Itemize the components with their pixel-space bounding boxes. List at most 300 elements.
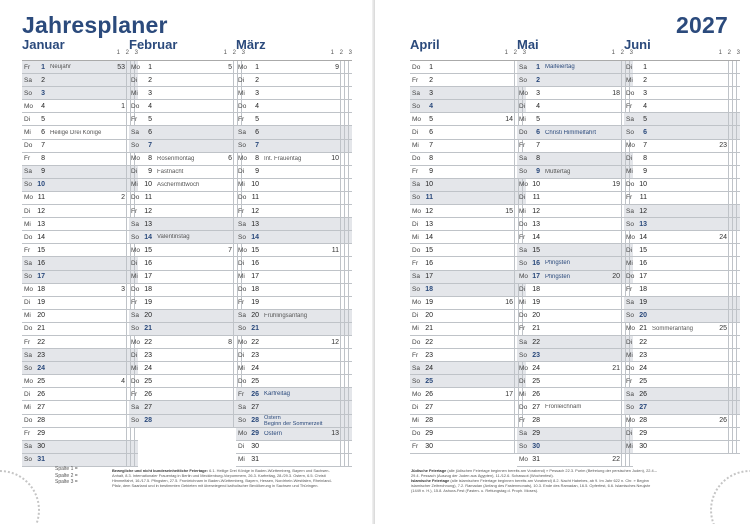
weekday: Di: [626, 246, 633, 254]
day-row[interactable]: [236, 192, 352, 205]
week-number: 12: [331, 338, 339, 346]
note-cell[interactable]: [736, 100, 740, 112]
day-row[interactable]: [624, 323, 740, 336]
weekday: Sa: [238, 403, 246, 411]
day-row[interactable]: [410, 271, 529, 284]
day-row[interactable]: [22, 205, 138, 218]
day-row[interactable]: [624, 166, 740, 179]
day-row[interactable]: [410, 140, 526, 153]
day-row[interactable]: [410, 126, 526, 139]
day-row[interactable]: [517, 388, 633, 401]
day-row[interactable]: [410, 166, 526, 179]
note-cell[interactable]: [736, 388, 740, 400]
day-row[interactable]: [236, 428, 352, 441]
day-number: 7: [255, 142, 259, 150]
day-number: 24: [37, 364, 45, 372]
day-row[interactable]: [236, 140, 352, 153]
day-row[interactable]: [129, 231, 245, 244]
day-row[interactable]: [22, 375, 138, 388]
day-row[interactable]: [236, 349, 352, 362]
day-row[interactable]: [410, 362, 529, 375]
day-row[interactable]: [517, 362, 633, 375]
note-cell[interactable]: [348, 205, 352, 217]
week-number: 15: [505, 207, 513, 215]
note-cell[interactable]: [348, 179, 352, 191]
day-row[interactable]: [517, 441, 633, 454]
day-row[interactable]: [22, 257, 138, 270]
day-row[interactable]: [624, 74, 740, 87]
day-row[interactable]: [624, 428, 740, 441]
day-row[interactable]: [517, 297, 633, 310]
day-row[interactable]: [236, 323, 352, 336]
note-cell[interactable]: [736, 257, 740, 269]
weekday: Do: [24, 417, 33, 425]
day-row[interactable]: [624, 126, 740, 139]
day-row[interactable]: [624, 231, 740, 244]
day-row[interactable]: [129, 113, 245, 126]
day-row[interactable]: [236, 336, 352, 349]
day-row[interactable]: [624, 284, 740, 297]
day-row[interactable]: [129, 271, 245, 284]
day-number: 27: [639, 403, 647, 411]
note-cell[interactable]: [736, 218, 740, 230]
day-row[interactable]: [22, 349, 138, 362]
day-number: 8: [429, 155, 433, 163]
note-cell[interactable]: [736, 231, 740, 243]
day-number: 7: [41, 142, 45, 150]
weekday: So: [24, 364, 32, 372]
day-row[interactable]: [129, 179, 245, 192]
day-row[interactable]: [22, 441, 138, 454]
day-number: 19: [532, 299, 540, 307]
weekday: Sa: [24, 351, 32, 359]
day-row[interactable]: [129, 284, 245, 297]
day-row[interactable]: [129, 388, 245, 401]
day-row[interactable]: [22, 192, 138, 205]
day-row[interactable]: [236, 375, 352, 388]
day-row[interactable]: [129, 349, 245, 362]
weekday: Sa: [24, 259, 32, 267]
day-row[interactable]: [22, 428, 138, 441]
weekday: Do: [412, 63, 421, 71]
weekday: Fr: [24, 155, 31, 163]
day-row[interactable]: [22, 179, 138, 192]
note-cell[interactable]: [736, 310, 740, 322]
day-row[interactable]: [517, 218, 633, 231]
day-number: 8: [255, 155, 259, 163]
day-row[interactable]: [624, 87, 740, 100]
day-row[interactable]: [236, 153, 352, 166]
day-row[interactable]: [624, 362, 740, 375]
day-row[interactable]: [624, 140, 740, 153]
day-row[interactable]: [624, 441, 740, 454]
day-row[interactable]: [624, 401, 740, 414]
day-number: 13: [144, 220, 152, 228]
note-cell[interactable]: [348, 336, 352, 348]
event-label: [152, 234, 219, 240]
day-row[interactable]: [410, 349, 526, 362]
day-row[interactable]: [517, 401, 633, 414]
day-number: 19: [639, 299, 647, 307]
day-row[interactable]: [517, 231, 636, 244]
day-row[interactable]: [410, 87, 529, 100]
day-number: 29: [639, 430, 647, 438]
note-cell[interactable]: [348, 362, 352, 374]
note-cell[interactable]: [348, 74, 352, 86]
note-cell[interactable]: [348, 401, 352, 413]
note-cell[interactable]: [348, 244, 352, 256]
day-row[interactable]: [410, 257, 526, 270]
day-number: 3: [643, 89, 647, 97]
day-row[interactable]: [517, 244, 633, 257]
day-row[interactable]: [129, 310, 245, 323]
day-row[interactable]: [129, 74, 245, 87]
note-cell[interactable]: [736, 349, 740, 361]
note-cell[interactable]: [736, 126, 740, 138]
day-row[interactable]: [129, 336, 248, 349]
day-row[interactable]: [624, 244, 740, 257]
note-cell[interactable]: [348, 415, 352, 427]
note-cell[interactable]: [736, 140, 740, 152]
day-row[interactable]: [129, 323, 245, 336]
day-row[interactable]: [129, 61, 248, 74]
note-cell[interactable]: [736, 244, 740, 256]
note-cell[interactable]: [348, 113, 352, 125]
day-row[interactable]: [517, 87, 633, 100]
weekday: Di: [24, 299, 31, 307]
note-cell[interactable]: [736, 271, 740, 283]
right-page: [375, 0, 750, 524]
day-row[interactable]: [22, 244, 141, 257]
note-cell[interactable]: [134, 454, 138, 466]
weekday: Fr: [626, 377, 633, 385]
note-cell[interactable]: [348, 349, 352, 361]
note-cell[interactable]: [736, 87, 740, 99]
day-row[interactable]: [22, 113, 138, 126]
note-cell[interactable]: [348, 87, 352, 99]
day-row[interactable]: [129, 415, 245, 428]
note-cell[interactable]: [348, 388, 352, 400]
day-row[interactable]: [236, 441, 352, 454]
day-row[interactable]: [22, 310, 138, 323]
day-row[interactable]: [624, 205, 740, 218]
note-cell[interactable]: [736, 375, 740, 387]
footnote-holidays: [112, 468, 332, 488]
day-row[interactable]: [624, 61, 740, 74]
day-row[interactable]: [517, 454, 633, 467]
day-row[interactable]: [410, 192, 526, 205]
day-row[interactable]: [410, 218, 526, 231]
day-row[interactable]: [624, 179, 740, 192]
day-row[interactable]: [624, 336, 740, 349]
note-cell[interactable]: [736, 362, 740, 374]
day-row[interactable]: [236, 454, 352, 467]
note-cell[interactable]: [348, 454, 352, 466]
day-row[interactable]: [22, 166, 138, 179]
note-cell[interactable]: [736, 192, 740, 204]
day-row[interactable]: [22, 140, 138, 153]
day-row[interactable]: [624, 297, 740, 310]
day-row[interactable]: [129, 205, 245, 218]
day-row[interactable]: [236, 126, 352, 139]
day-row[interactable]: [517, 428, 633, 441]
day-row[interactable]: [410, 100, 526, 113]
day-row[interactable]: [22, 126, 138, 139]
day-row[interactable]: [517, 271, 633, 284]
weekday: So: [519, 259, 527, 267]
day-row[interactable]: [517, 257, 633, 270]
day-row[interactable]: [517, 113, 633, 126]
event-text: Fronleichnam: [545, 404, 582, 411]
day-row[interactable]: [22, 271, 138, 284]
day-row[interactable]: [624, 257, 740, 270]
note-cell[interactable]: [736, 428, 740, 440]
day-row[interactable]: [410, 113, 526, 126]
day-row[interactable]: [410, 428, 526, 441]
note-cell[interactable]: [736, 284, 740, 296]
day-row[interactable]: [624, 310, 740, 323]
day-row[interactable]: [22, 415, 138, 428]
day-row[interactable]: [236, 100, 352, 113]
day-row[interactable]: [624, 100, 740, 113]
day-row[interactable]: [22, 61, 141, 74]
day-row[interactable]: [236, 61, 352, 74]
note-cell[interactable]: [348, 428, 352, 440]
note-cell[interactable]: [348, 231, 352, 243]
note-spalte-1: Spalte 1 =: [55, 466, 78, 472]
weekday: Sa: [626, 207, 634, 215]
note-cell[interactable]: [134, 441, 138, 453]
day-row[interactable]: [410, 244, 526, 257]
day-number: 4: [536, 102, 540, 110]
note-cell[interactable]: [348, 323, 352, 335]
weekday: Sa: [412, 181, 420, 189]
day-number: 7: [429, 142, 433, 150]
day-number: 9: [536, 168, 540, 176]
day-row[interactable]: [129, 100, 245, 113]
day-row[interactable]: [517, 310, 633, 323]
weekday: Sa: [238, 220, 246, 228]
day-number: 6: [643, 129, 647, 137]
note-cell[interactable]: [736, 441, 740, 453]
day-row[interactable]: [236, 231, 352, 244]
note-cell[interactable]: [348, 257, 352, 269]
day-row[interactable]: [236, 271, 352, 284]
weekday: Sa: [238, 312, 246, 320]
day-row[interactable]: [236, 310, 352, 323]
day-row[interactable]: [517, 375, 633, 388]
day-row[interactable]: [236, 362, 352, 375]
day-row[interactable]: [410, 336, 526, 349]
day-row[interactable]: [410, 179, 529, 192]
day-number: 23: [251, 351, 259, 359]
day-row[interactable]: [624, 349, 740, 362]
note-cell[interactable]: [736, 179, 740, 191]
day-row[interactable]: [624, 218, 740, 231]
note-cell[interactable]: [736, 166, 740, 178]
day-row[interactable]: [517, 153, 633, 166]
note-cell[interactable]: [348, 297, 352, 309]
day-row[interactable]: [410, 231, 526, 244]
day-row[interactable]: [410, 310, 526, 323]
day-row[interactable]: [624, 375, 740, 388]
day-row[interactable]: [129, 244, 248, 257]
day-row[interactable]: [129, 192, 245, 205]
day-row[interactable]: [410, 284, 526, 297]
note-cell[interactable]: [736, 415, 740, 427]
day-row[interactable]: [22, 454, 138, 467]
day-row[interactable]: [410, 323, 526, 336]
day-row[interactable]: [22, 87, 138, 100]
event-label: [540, 130, 607, 136]
day-row[interactable]: [236, 415, 352, 428]
day-row[interactable]: [624, 388, 740, 401]
day-row[interactable]: [236, 257, 352, 270]
day-row[interactable]: [236, 401, 352, 414]
day-row[interactable]: [410, 297, 526, 310]
day-row[interactable]: [517, 415, 636, 428]
day-row[interactable]: [129, 297, 245, 310]
day-row[interactable]: [129, 401, 245, 414]
day-row[interactable]: [517, 284, 633, 297]
week-number: 17: [505, 390, 513, 398]
day-row[interactable]: [236, 166, 352, 179]
note-cell[interactable]: [348, 375, 352, 387]
day-row[interactable]: [236, 297, 352, 310]
day-row[interactable]: [22, 297, 138, 310]
day-row[interactable]: [624, 153, 740, 166]
note-cell[interactable]: [348, 310, 352, 322]
note-cell[interactable]: [629, 454, 633, 466]
day-number: 11: [37, 194, 45, 202]
day-row[interactable]: [624, 192, 740, 205]
day-row[interactable]: [410, 61, 526, 74]
day-row[interactable]: [517, 74, 633, 87]
day-row[interactable]: [517, 166, 633, 179]
day-row[interactable]: [624, 113, 740, 126]
note-cell[interactable]: [348, 153, 352, 165]
day-row[interactable]: [517, 336, 633, 349]
day-row[interactable]: [22, 388, 138, 401]
note-cell[interactable]: [348, 192, 352, 204]
event-text-secondary: Beginn der Sommerzeit: [264, 420, 323, 427]
day-row[interactable]: [236, 205, 352, 218]
note-cell[interactable]: [348, 284, 352, 296]
day-row[interactable]: [236, 179, 352, 192]
day-row[interactable]: [624, 415, 740, 428]
event-label: [540, 274, 607, 280]
note-cell[interactable]: [736, 205, 740, 217]
note-cell[interactable]: [134, 428, 138, 440]
day-row[interactable]: [236, 87, 352, 100]
day-row[interactable]: [129, 362, 245, 375]
day-row[interactable]: [410, 375, 526, 388]
day-row[interactable]: [517, 100, 633, 113]
day-row[interactable]: [22, 284, 138, 297]
day-row[interactable]: [129, 218, 245, 231]
note-cell[interactable]: [348, 61, 352, 73]
note-cell[interactable]: [348, 441, 352, 453]
day-row[interactable]: [129, 166, 245, 179]
note-cell[interactable]: [736, 74, 740, 86]
note-cell[interactable]: [736, 297, 740, 309]
day-row[interactable]: [22, 401, 138, 414]
day-row[interactable]: [517, 205, 633, 218]
day-row[interactable]: [22, 100, 138, 113]
month-column-maerz: [236, 37, 354, 464]
note-cell[interactable]: [736, 336, 740, 348]
day-row[interactable]: [22, 362, 138, 375]
note-cell[interactable]: [348, 100, 352, 112]
weekday: Fr: [24, 246, 31, 254]
event-label: [45, 130, 112, 136]
day-row[interactable]: [236, 218, 352, 231]
note-cell[interactable]: [348, 218, 352, 230]
note-cell[interactable]: [736, 401, 740, 413]
day-row[interactable]: [517, 140, 636, 153]
day-row[interactable]: [410, 388, 526, 401]
day-row[interactable]: [22, 218, 138, 231]
day-row[interactable]: [129, 126, 245, 139]
day-row[interactable]: [410, 441, 526, 454]
note-cell[interactable]: [348, 166, 352, 178]
day-row[interactable]: [22, 74, 138, 87]
day-number: 24: [144, 364, 152, 372]
day-row[interactable]: [517, 192, 633, 205]
day-row[interactable]: [236, 284, 352, 297]
note-cell[interactable]: [348, 126, 352, 138]
day-row[interactable]: [410, 415, 526, 428]
day-row[interactable]: [517, 323, 636, 336]
day-row[interactable]: [410, 153, 526, 166]
day-row[interactable]: [129, 375, 245, 388]
weekday: So: [24, 181, 32, 189]
day-row[interactable]: [22, 323, 138, 336]
note-cell[interactable]: [348, 140, 352, 152]
weekday: Mi: [238, 273, 245, 281]
day-row[interactable]: [129, 87, 245, 100]
day-row[interactable]: [129, 153, 248, 166]
footnote-islamic-heading: Islamische Feiertage: [411, 478, 450, 483]
day-row[interactable]: [236, 244, 352, 257]
day-row[interactable]: [22, 231, 138, 244]
day-row[interactable]: [517, 349, 633, 362]
column-notes: [55, 466, 78, 486]
day-row[interactable]: [129, 140, 245, 153]
day-row[interactable]: [517, 126, 633, 139]
day-row[interactable]: [129, 257, 245, 270]
note-cell[interactable]: [736, 153, 740, 165]
note-cell[interactable]: [736, 323, 740, 335]
day-row[interactable]: [236, 388, 352, 401]
day-row[interactable]: [236, 113, 352, 126]
day-row[interactable]: [22, 153, 141, 166]
note-cell[interactable]: [348, 271, 352, 283]
day-row[interactable]: [624, 271, 740, 284]
note-cell[interactable]: [736, 113, 740, 125]
weekday: Mi: [412, 417, 419, 425]
day-row[interactable]: [410, 205, 526, 218]
day-row[interactable]: [410, 74, 526, 87]
day-number: 17: [425, 273, 433, 281]
day-row[interactable]: [517, 179, 633, 192]
day-row[interactable]: [236, 74, 352, 87]
day-row[interactable]: [22, 336, 141, 349]
weekday: Mo: [412, 207, 422, 215]
day-row[interactable]: [517, 61, 633, 74]
day-row[interactable]: [410, 401, 526, 414]
note-cell[interactable]: [736, 61, 740, 73]
